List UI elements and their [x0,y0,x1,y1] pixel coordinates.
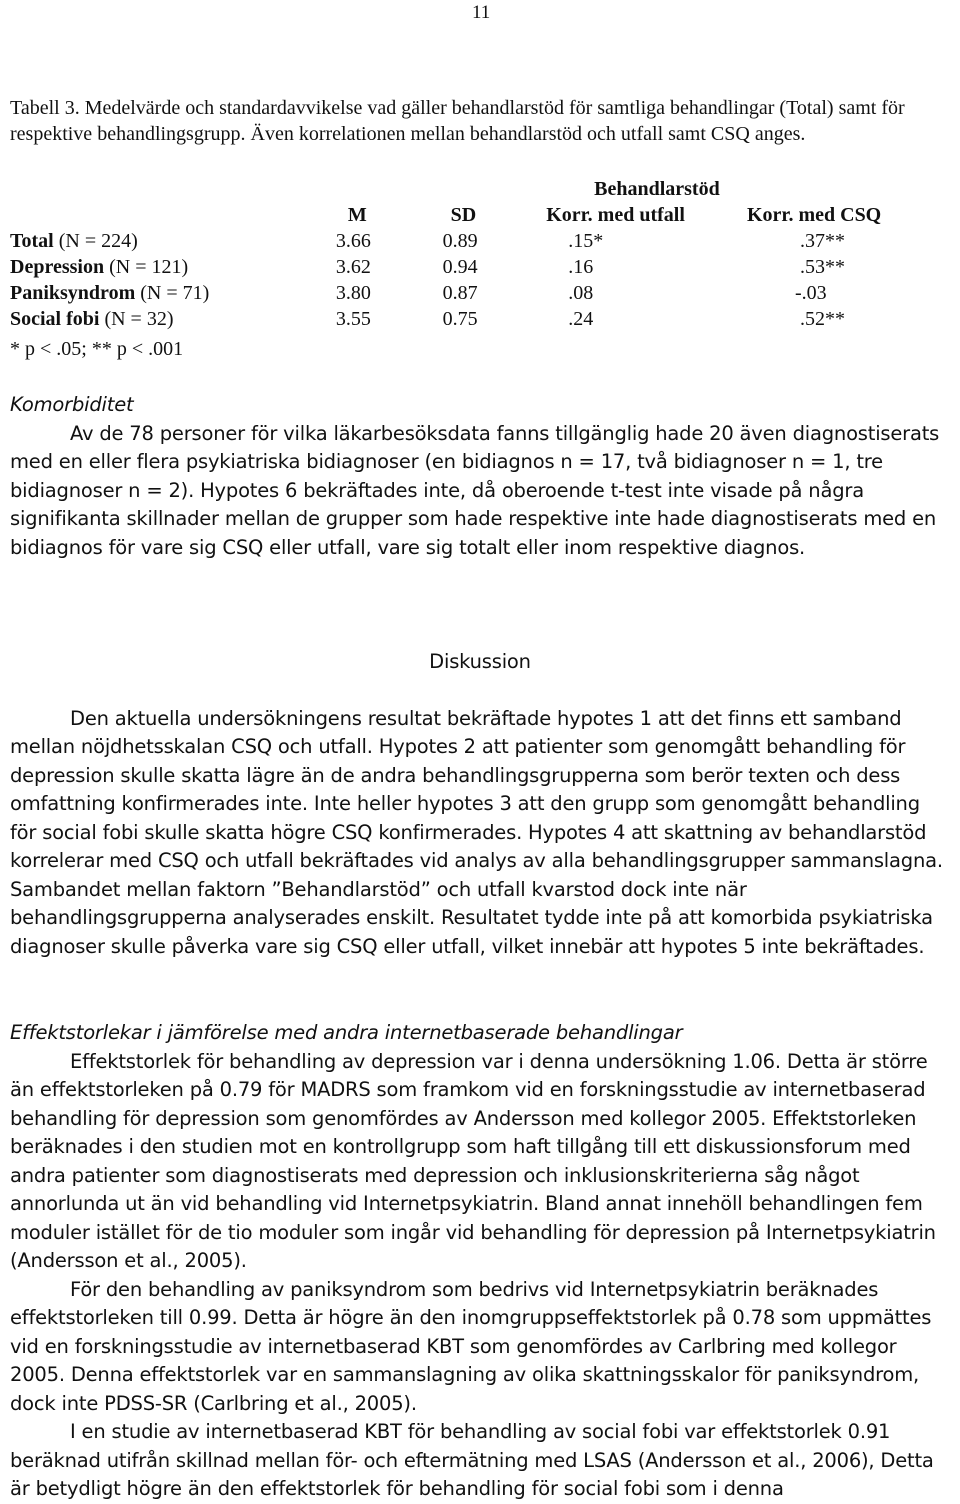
cell-sd: 0.87 [442,282,478,304]
cell-korr-utfall: .15* [568,230,604,252]
table-row [10,228,960,254]
column-header-korr-csq: Korr. med CSQ [746,204,882,226]
cell-korr-utfall: .08 [568,282,594,304]
column-header-korr-utfall: Korr. med utfall [546,204,685,226]
cell-sd: 0.75 [442,308,478,330]
cell-sd: 0.94 [442,256,478,278]
cell-m: 3.55 [335,308,371,330]
page-number-text: 11 [472,2,491,23]
results-table [10,176,960,332]
paragraph-effektstorlekar-3: I en studie av internetbaserad KBT för behandling av social fobi var effektstorlek 0.91 beräknad utifrån skillnad mellan för- och eftermätning med LSAS (Andersson et al., 2006), Detta är betydligt högre än den effektstorlek för behandling för social fobi som i denna [10,1420,934,1500]
paragraph-komorbiditet: Av de 78 personer för vilka läkarbesöksdata fanns tillgänglig hade 20 även diagnostiserats med en eller flera psykiatriska bidiagnoser (en bidiagnos n = 17, två bidiagnoser n = 1, tre bidiagnoser n = 2). Hypotes 6 bekräftades inte, då oberoende t-test inte visade på några signifikanta skillnader mellan de grupper som hade respektive inte hade diagnostiserats med en bidiagnos för vare sig CSQ eller utfall, vare sig totalt eller inom respektive diagnos. [10,421,940,559]
row-label: Depression (N = 121) [10,256,189,278]
cell-korr-utfall: .16 [568,256,594,278]
paragraph-diskussion: Den aktuella undersökningens resultat bekräftade hypotes 1 att det finns ett samband mellan nöjdhetsskalan CSQ och utfall. Hypotes 2 att patienter som genomgått behandling för depression skulle skatta lägre än de andra behandlingsgrupperna som berör texten och dess omfattning konfirmerades inte. Inte heller hypotes 3 att den grupp som genomgått behandling för social fobi skulle skatta högre CSQ konfirmerades. Hypotes 4 att skattning av behandlarstöd korrelerar med CSQ och utfall bekräftades vid analys av alla behandlingsgrupper sammanslagna. Sambandet mellan faktorn ”Behandlarstöd” och utfall kvarstod dock inte när behandlingsgrupperna analyserades enskilt. Resultatet tydde inte på att komorbida psykiatriska diagnoser skulle påverka vare sig CSQ eller utfall, vilket innebär att hypotes 5 inte bekräftades. [10,706,943,958]
cell-m: 3.62 [335,256,371,278]
cell-sd: 0.89 [442,230,478,252]
section-heading-effektstorlekar: Effektstorlekar i jämförelse med andra internetbaserade behandlingar [10,1021,683,1044]
table-footnote: * p < .05; ** p < .001 [10,338,184,360]
cell-m: 3.66 [335,230,371,252]
group-header: Behandlarstöd [594,178,720,200]
cell-korr-csq: .37** [799,230,845,252]
row-label: Social fobi (N = 32) [10,308,174,330]
cell-korr-csq: -.03 [794,282,827,304]
section-komorbiditet [10,391,950,562]
column-header-m: M [347,204,367,226]
paragraph-effektstorlekar-2: För den behandling av paniksyndrom som bedrivs vid Internetpsykiatrin beräknades effektstorleken till 0.99. Detta är högre än den inomgruppseffektstorlek på 0.78 som uppmättes vid en forskningsstudie av internetbaserad KBT som genomfördes av Carlbring med kollegor 2005. Denna effektstorlek var en sammanslagning av olika skattningsskalor för paniksyndrom, dock inte PDSS-SR (Carlbring et al., 2005). [10,1277,932,1415]
table-row [10,306,960,332]
section-effektstorlekar [10,1019,950,1504]
caption-text: Tabell 3. Medelvärde och standardavvikelse vad gäller behandlarstöd för samtliga behandlingar (Total) samt för respektive behandlingsgrupp. Även korrelationen mellan behandlarstöd och utfall samt CSQ anges. [10,97,905,145]
table-column-header-row [10,202,960,228]
column-header-sd: SD [450,204,477,226]
table-row [10,254,960,280]
section-heading-diskussion: Diskussion [429,650,531,673]
section-diskussion [10,648,950,961]
table-caption [10,95,950,147]
paragraph-effektstorlekar-1: Effektstorlek för behandling av depression var i denna undersökning 1.06. Detta är större än effektstorleken på 0.79 för MADRS som framkom vid en forskningsstudie av internetbaserad behandling för depression som genomfördes av Andersson med kollegor 2005. Effektstorleken beräknades i den studien mot en kontrollgrupp som haft tillgång till ett diskussionsforum med andra patienter som diagnostiserats med depression och inklusionskriterierna såg något annorlunda ut än vid behandling vid Internetpsykiatrin. Bland annat innehöll behandlingen fem moduler istället för de tio moduler som ingår vid behandling för depression på Internetpsykiatrin (Andersson et al., 2005). [10,1049,936,1272]
section-heading-komorbiditet: Komorbiditet [10,393,134,416]
row-label: Paniksyndrom (N = 71) [10,282,210,304]
cell-m: 3.80 [335,282,371,304]
cell-korr-csq: .53** [799,256,845,278]
cell-korr-utfall: .24 [568,308,594,330]
cell-korr-csq: .52** [799,308,845,330]
row-label: Total (N = 224) [10,230,138,252]
table-row [10,280,960,306]
table-group-header-row [10,176,960,202]
